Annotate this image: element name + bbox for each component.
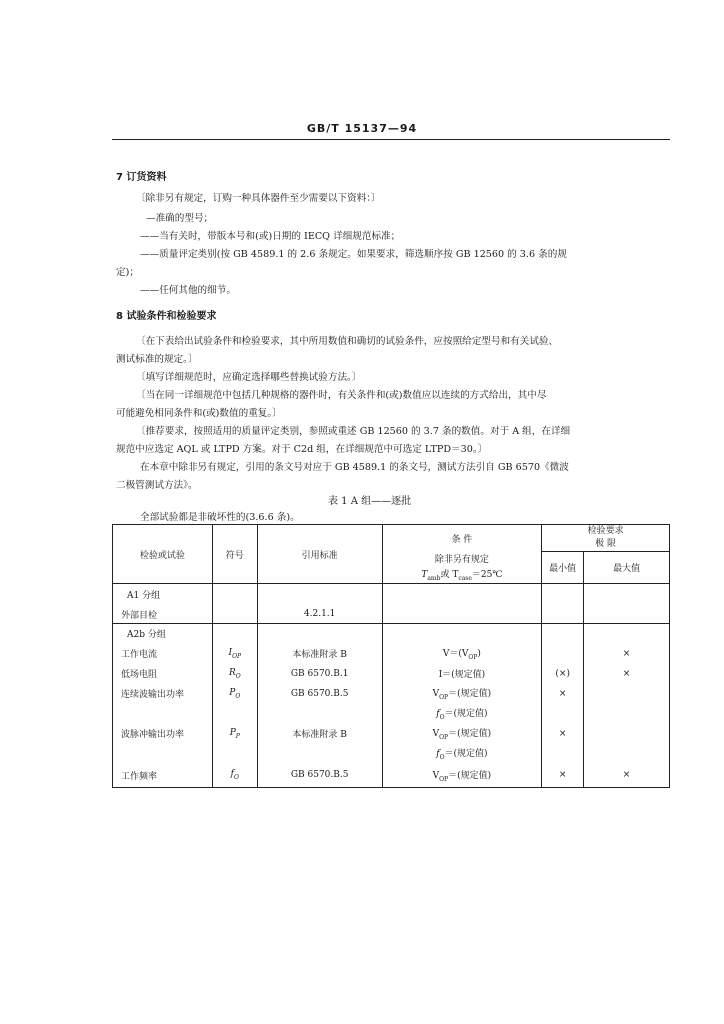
requirements-title: 检验要求: [587, 526, 624, 536]
header-rule: [112, 139, 670, 140]
col-header-requirements: [542, 525, 670, 552]
section-8-para: 可能避免相同条件和(或)数值的重复。〕: [116, 408, 282, 419]
test-name: 连续波输出功率: [113, 684, 213, 704]
condition: $V=(V_{OP})$: [382, 644, 542, 664]
limit-max: ×: [584, 644, 670, 664]
table-caption: 表 1 A 组——逐批: [328, 496, 412, 507]
col-header-ref: 引用标准: [257, 525, 382, 584]
condition: $V_{OP}=$(规定值): [382, 724, 542, 744]
section-8-title: 8 试验条件和检验要求: [116, 311, 217, 322]
limit-max: [584, 684, 670, 704]
limit-min: ×: [542, 724, 584, 744]
test-name: 工作频率: [113, 764, 213, 788]
section-8-para: 〔推荐要求，按照适用的质量评定类别，参照或重述 GB 12560 的 3.7 条的数值。对于 A 组，在详细: [136, 426, 571, 437]
page-header: GB/T 15137—94: [306, 122, 418, 135]
col-header-max: 最大值: [584, 552, 670, 584]
test-name: 外部目检: [113, 606, 213, 624]
condition: $f_O=$(规定值): [382, 744, 542, 764]
limits-label: 极 限: [595, 539, 617, 549]
section-8-para: 〔在下表给出试验条件和检验要求，其中所用数值和确切的试验条件，应按照给定型号和有关试验、: [136, 336, 559, 347]
condition: I＝(规定值): [382, 664, 542, 684]
symbol: $f_O$: [212, 764, 257, 788]
group-a1: A1 分组: [113, 584, 213, 606]
limit-min: ×: [542, 764, 584, 788]
limit-min: ×: [542, 684, 584, 704]
limit-max: [584, 724, 670, 744]
col-header-min: 最小值: [542, 552, 584, 584]
limit-min: [542, 644, 584, 664]
ref-standard: 本标准附录 B: [257, 724, 382, 744]
ref-standard: 本标准附录 B: [257, 644, 382, 664]
col-header-test: 检验或试验: [113, 525, 213, 584]
symbol: $R_O$: [212, 664, 257, 684]
inspection-table: [112, 524, 670, 788]
section-8-para: 测试标准的规定。〕: [116, 354, 198, 365]
section-7-intro: 〔除非另有规定，订购一种具体器件至少需要以下资料：〕: [136, 193, 381, 204]
limit-max: ×: [584, 664, 670, 684]
test-name: 波脉冲输出功率: [113, 724, 213, 744]
group-a2b: A2b 分组: [113, 624, 213, 644]
section-7-item: ——质量评定类别(按 GB 4589.1 的 2.6 条规定。如果要求，筛选顺序按 GB 12560 的 3.6 条的规: [140, 249, 567, 260]
table-note: 全部试验都是非破坏性的(3.6.6 条)。: [140, 512, 300, 523]
section-8-para: 在本章中除非另有规定，引用的条文号对应于 GB 4589.1 的条文号，测试方法引自 GB 6570《微波: [140, 462, 569, 473]
col-header-conditions: 条 件: [382, 525, 542, 552]
conditions-sub: 除非另有规定: [382, 552, 542, 566]
symbol: $I_{OP}$: [212, 644, 257, 664]
section-8-para: 〔填写详细规范时，应确定选择哪些替换试验方法。〕: [136, 372, 362, 383]
test-name: 工作电流: [113, 644, 213, 664]
col-header-symbol: 符号: [212, 525, 257, 584]
symbol: $P_P$: [212, 724, 257, 744]
ref-standard: GB 6570.B.5: [257, 764, 382, 788]
conditions-temp: $T_{amb}$或 $T_{case}=25℃$: [382, 566, 542, 584]
section-8-para: 规范中应选定 AQL 或 LTPD 方案。对于 C2d 组，在详细规范中可选定 LTPD＝30。〕: [116, 444, 488, 455]
ref-standard: GB 6570.B.5: [257, 684, 382, 704]
section-8-para: 二极管测试方法》。: [116, 480, 198, 491]
section-8-para: 〔当在同一详细规范中包括几种规格的器件时，有关条件和(或)数值应以连续的方式给出，其中尽: [136, 390, 547, 401]
test-name: 低场电阻: [113, 664, 213, 684]
limit-max: ×: [584, 764, 670, 788]
section-7-item-cont: 定)；: [116, 267, 139, 278]
limit-min: (×): [542, 664, 584, 684]
section-7-item: ——任何其他的细节。: [140, 285, 236, 296]
section-7-item: ——当有关时，带版本号和(或)日期的 IECQ 详细规范标准；: [140, 231, 401, 242]
section-7-title: 7 订货资料: [116, 172, 167, 183]
symbol: $P_O$: [212, 684, 257, 704]
ref-standard: GB 6570.B.1: [257, 664, 382, 684]
condition: $V_{OP}=$(规定值): [382, 764, 542, 788]
ref-standard: 4.2.1.1: [257, 606, 382, 624]
condition: $f_O=$(规定值): [382, 704, 542, 724]
condition: $V_{OP}=$(规定值): [382, 684, 542, 704]
section-7-item: —准确的型号；: [146, 213, 214, 224]
